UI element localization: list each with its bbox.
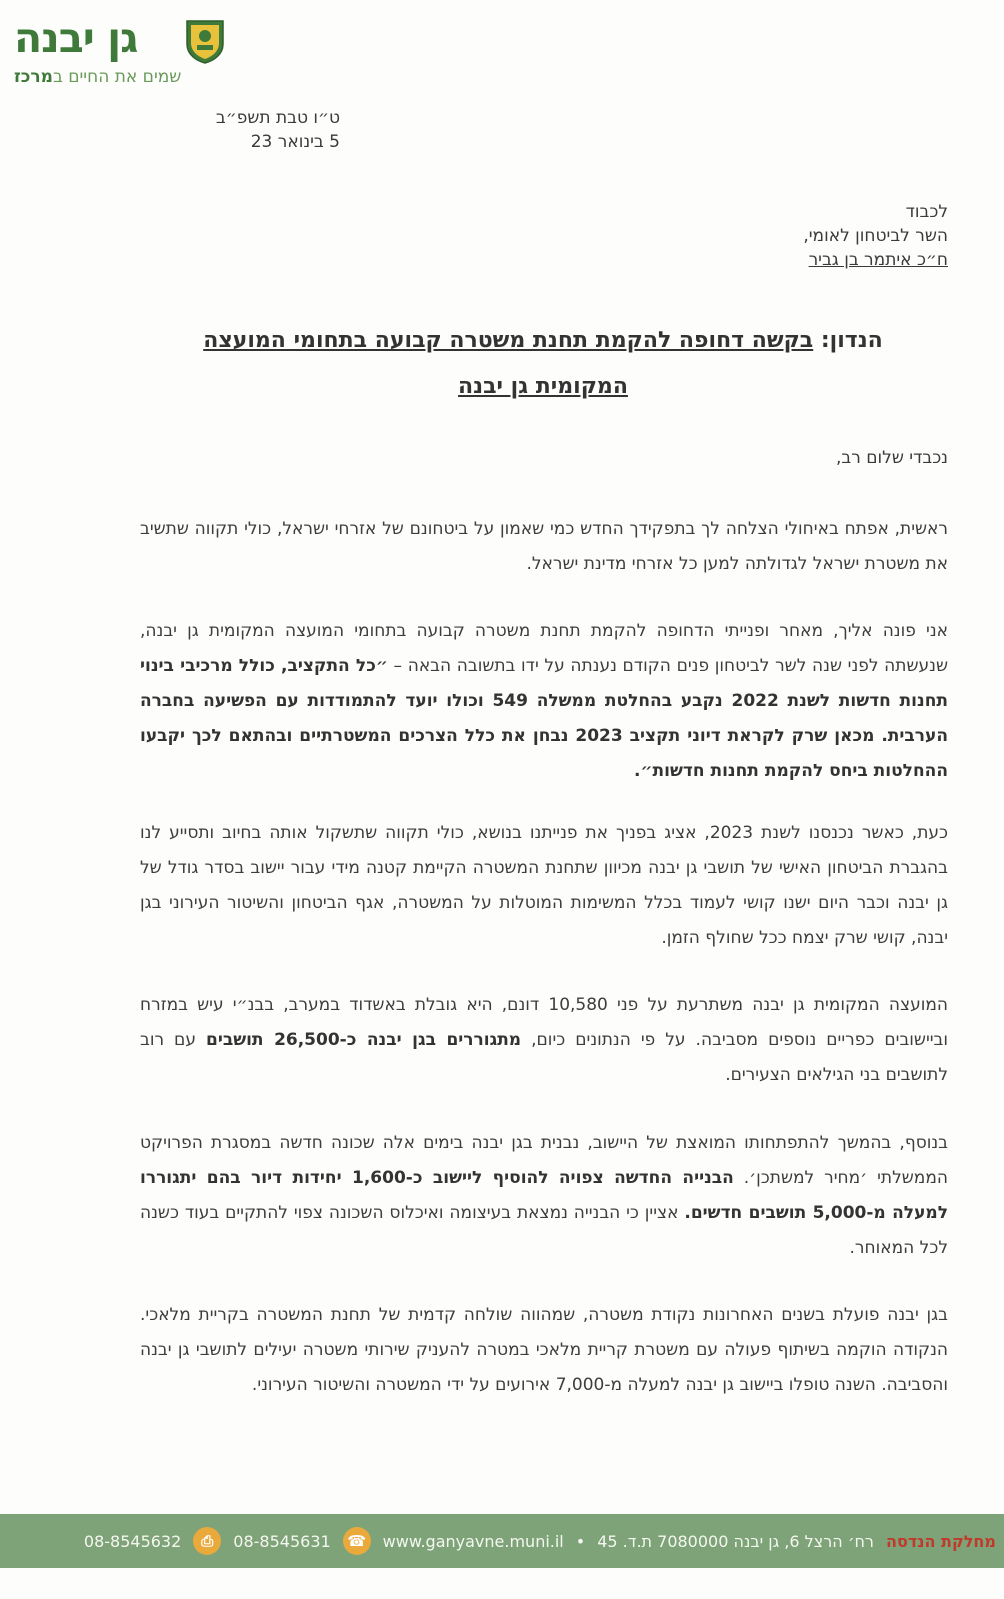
letter-footer	[0, 1514, 1004, 1568]
address-line-3: ח״כ איתמר בן גביר	[808, 250, 948, 270]
logo-tagline	[14, 66, 214, 88]
fax-icon: ⎙	[193, 1527, 221, 1555]
subject-text-2: המקומית גן יבנה	[458, 374, 628, 399]
paragraph-4	[140, 988, 948, 1093]
footer-address: רח׳ הרצל 6, גן יבנה 7080000 ת.ד. 45	[597, 1531, 874, 1551]
letter-subject	[150, 318, 936, 410]
subject-text-1: בקשה דחופה להקמת תחנת משטרה קבועה בתחומי המועצה	[203, 328, 814, 353]
phone-icon: ☎	[343, 1527, 371, 1555]
municipality-logo	[14, 14, 234, 94]
paragraph-6: בגן יבנה פועלת בשנים האחרונות נקודת משטרה, שמהווה שולחה קדמית של תחנת המשטרה בקריית מלאכי. הנקודה הוקמה בשיתוף פעולה עם משטרת קריית מלאכי במטרה להעניק שירותי משטרה יעילים לתושבי גן יבנה והסביבה. השנה טופלו ביישוב גן יבנה למעלה מ-7,000 אירועים על ידי המשטרה והשיטור העירוני.	[140, 1305, 948, 1395]
address-line-2: השר לביטחון לאומי,	[803, 226, 948, 246]
paragraph-2-quote: ״כל התקציב, כולל מרכיבי בינוי תחנות חדשות לשנת 2022 נקבע בהחלטת ממשלה 549 וכולו יועד להתמודדות עם הפשיעה בחברה הערבית. מכאן שרק לקראת דיוני תקציב 2023 נבחן את כלל הצרכים המשטרתיים ובהתאם לכך יקבעו ההחלטות ביחס להקמת תחנות חדשות״.	[140, 656, 948, 781]
footer-website[interactable]: www.ganyavne.muni.il	[382, 1531, 564, 1551]
greeting: נכבדי שלום רב,	[836, 448, 948, 468]
footer-phone: 08-8545631	[233, 1531, 331, 1551]
paragraph-2-text: אני פונה אליך, מאחר ופנייתי הדחופה להקמת תחנת משטרה קבועה בתחומי המועצה המקומית גן יבנה, שנעשתה לפני שנה לשר לביטחון פנים הקודם נענתה על ידו בתשובה הבאה –	[140, 621, 949, 676]
paragraph-2	[140, 614, 948, 789]
subject-line-2	[150, 364, 936, 410]
emblem-icon	[183, 18, 227, 64]
letter-date	[140, 106, 340, 154]
paragraph-4-tail: עם רוב לתושבים בני הגילאים הצעירים.	[140, 1030, 948, 1085]
paragraph-5-tail: אציין כי הבנייה נמצאת בעיצומה ואיכלוס השכונה צפוי להתקיים בעוד כשנה לכל המאוחר.	[140, 1203, 948, 1258]
tagline-bold-text: מרכז	[14, 67, 53, 87]
paragraph-5-text: בנוסף, בהמשך להתפתחותו המואצת של היישוב, נבנית בגן יבנה בימים אלה שכונה חדשה במסגרת הפרויקט הממשלתי ׳מחיר למשתכן׳.	[140, 1133, 948, 1188]
tagline-text: שמים את החיים ב	[52, 67, 182, 87]
paragraph-5-highlight: הבנייה החדשה צפויה להוסיף ליישוב כ-1,600 יחידות דיור בהם יתגוררו למעלה מ-5,000 תושבים חדשים.	[140, 1168, 948, 1223]
hebrew-date: ט״ו טבת תשפ״ב	[215, 108, 340, 128]
paragraph-4-text: המועצה המקומית גן יבנה משתרעת על פני 10,580 דונם, היא גובלת באשדוד במערב, בבנ״י עיש במזרח וביישובים כפריים נוספים מסביבה. על פי הנתונים כיום,	[140, 995, 949, 1050]
recipient-address	[620, 200, 948, 272]
subject-prefix: הנדון:	[820, 328, 883, 353]
address-line-1: לכבוד	[905, 202, 948, 222]
subject-line-1	[150, 318, 936, 364]
paragraph-1: ראשית, אפתח באיחולי הצלחה לך בתפקידך החדש כמי שאמון על ביטחונם של אזרחי ישראל, כולי תקווה שתשיב את משטרת ישראל לגדולתה למען כל אזרחי מדינת ישראל.	[140, 519, 948, 574]
footer-department: מחלקת הנדסה	[885, 1531, 996, 1551]
logo-title: גן יבנה	[14, 14, 138, 62]
footer-fax: 08-8545632	[83, 1531, 182, 1551]
paragraph-4-highlight: מתגוררים בגן יבנה כ-26,500 תושבים	[205, 1030, 522, 1050]
paragraph-5	[140, 1126, 948, 1266]
footer-separator: •	[575, 1531, 586, 1551]
gregorian-date: 5 בינואר 23	[250, 132, 340, 152]
paragraph-3: כעת, כאשר נכנסנו לשנת 2023, אציג בפניך את פנייתנו בנושא, כולי תקווה שתשקול אותה בחיוב ותסייע לנו בהגברת הביטחון האישי של תושבי גן יבנה מכיוון שתחנת המשטרה הקיימת קטנה מידי עבור יישוב בסדר גודל של גן יבנה וכבר היום ישנו קושי לעמוד בכלל המשימות המוטלות על המשטרה, אגף הביטחון והשיטור העירוני בגן יבנה, קושי שרק יצמח ככל שחולף הזמן.	[140, 823, 948, 948]
